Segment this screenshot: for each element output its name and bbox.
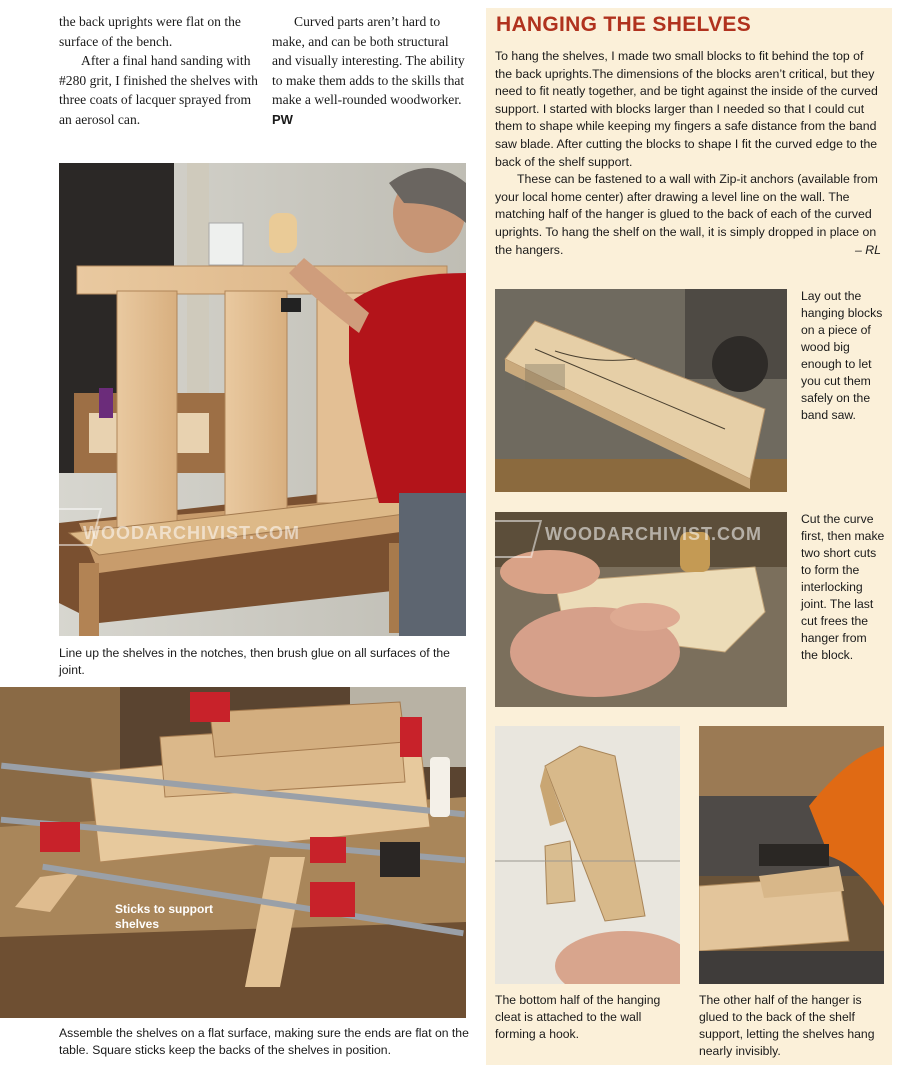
sticks-label: Sticks to support shelves xyxy=(115,902,214,931)
clamping-photo xyxy=(0,687,466,1018)
glued-hanger-photo xyxy=(699,726,884,984)
clamping-caption: Assemble the shelves on a flat surface, making sure the ends are flat on the table. Square sticks keep the backs of the shelves in position. xyxy=(59,1026,469,1057)
sidebar-title: HANGING THE SHELVES xyxy=(496,13,752,36)
layout-blocks-illustration xyxy=(495,289,787,492)
layout-blocks-caption: Lay out the hanging blocks on a piece of wood big enough to let you cut them safely on the band saw. xyxy=(801,289,883,422)
sidebar-paragraph xyxy=(495,171,881,259)
glue-up-caption: Line up the shelves in the notches, then brush glue on all surfaces of the joint. xyxy=(59,646,450,677)
glued-hanger-caption: The other half of the hanger is glued to the back of the shelf support, letting the shelves hang nearly invisibly. xyxy=(699,993,875,1058)
article-column-1 xyxy=(59,12,259,129)
author-signature: PW xyxy=(272,111,293,127)
glue-up-photo xyxy=(59,163,466,636)
cutting-curve-caption: Cut the curve first, then make two short cuts to form the interlocking joint. The last cut frees the hanger from the block. xyxy=(801,512,885,662)
closing-paragraph: Curved parts aren’t hard to make, and can be both structural and visually interesting. The ability to make them adds to the skills that make a well-rounded woodworker. xyxy=(272,14,465,107)
article-paragraph: the back uprights were flat on the surface of the bench. xyxy=(59,14,241,49)
sidebar-body xyxy=(495,48,881,259)
cutting-curve-photo xyxy=(495,512,787,707)
layout-blocks-photo xyxy=(495,289,787,492)
wall-cleat-illustration xyxy=(495,726,680,984)
glued-hanger-illustration xyxy=(699,726,884,984)
article-paragraph xyxy=(272,12,470,129)
watermark-text: WOODARCHIVIST.COM xyxy=(83,523,300,543)
article-column-2 xyxy=(272,12,470,129)
glue-up-illustration xyxy=(59,163,466,636)
sidebar-paragraph-text: These can be fastened to a wall with Zip-it anchors (available from your local home center) after drawing a level line on the wall. The matching half of the hanger is glued to the back of each of the curved uprights. To hang the shelf on the wall, it is simply dropped in place on the hangers. xyxy=(495,172,878,257)
wall-cleat-caption: The bottom half of the hanging cleat is attached to the wall forming a hook. xyxy=(495,993,661,1041)
clamping-illustration xyxy=(0,687,466,1018)
article-paragraph: After a final hand sanding with #280 grit, I finished the shelves with three coats of lacquer sprayed from an aerosol can. xyxy=(59,53,258,127)
watermark-text: WOODARCHIVIST.COM xyxy=(545,524,762,544)
wall-cleat-photo xyxy=(495,726,680,984)
sidebar-paragraph: To hang the shelves, I made two small blocks to fit behind the top of the back uprights.The dimensions of the blocks aren’t critical, but they need to fit neatly together, and be tight against the inside of the curved support. I started with blocks larger than I needed so that I could cut them to shape while keeping my fingers a safe distance from the band saw blade. After cutting the blocks to shape I fit the curved edge to the back of the shelf support. xyxy=(495,49,878,169)
sidebar-signature: – RL xyxy=(855,242,881,257)
